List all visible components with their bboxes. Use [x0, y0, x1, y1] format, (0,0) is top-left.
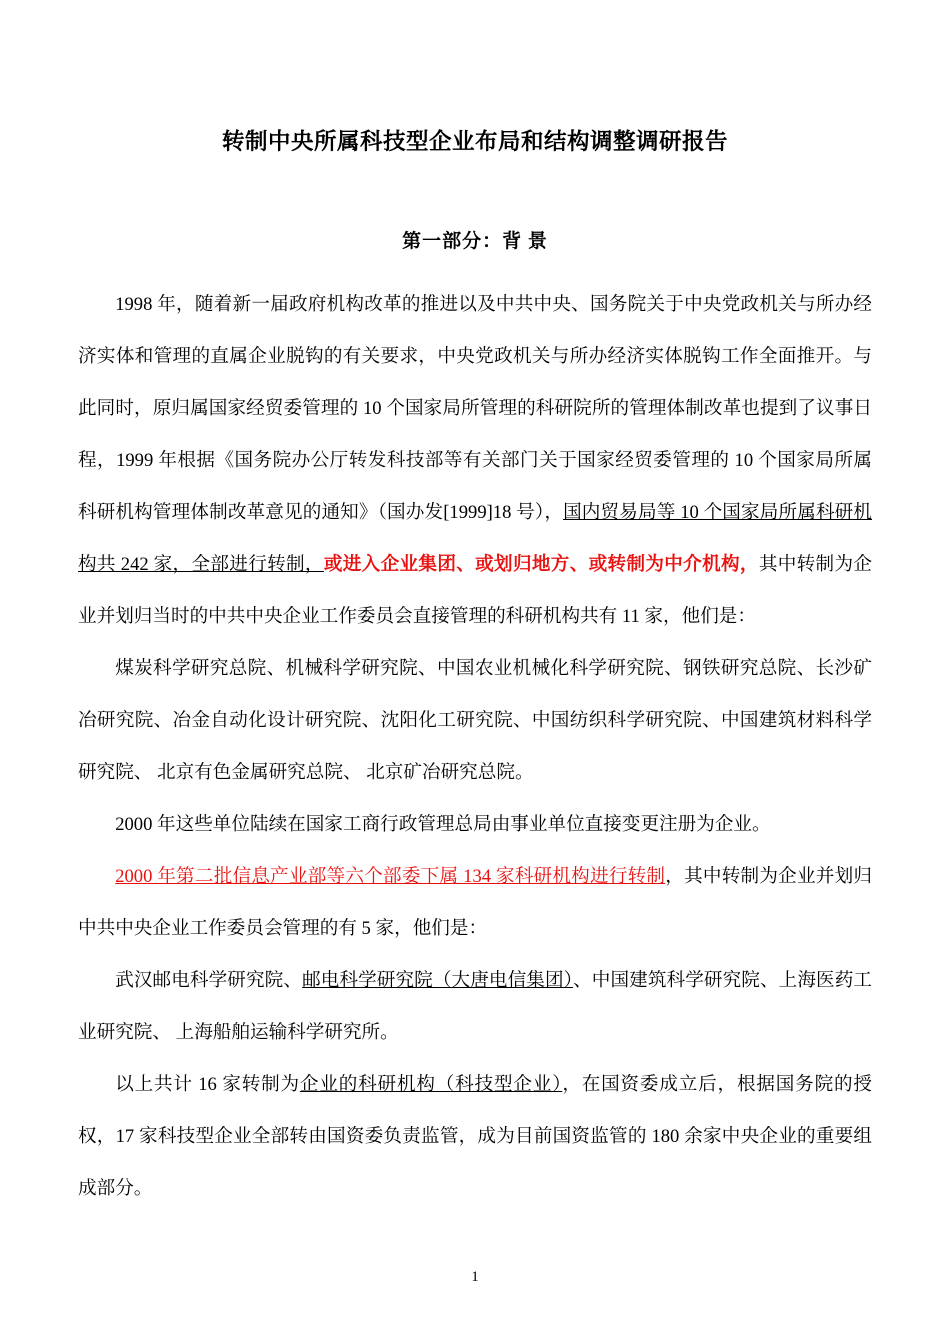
page-title: 转制中央所属科技型企业布局和结构调整调研报告	[221, 129, 728, 154]
paragraph-text-part: 1998 年，随着新一届政府机构改革的推进以及中共中央、国务院关于中央党政机关与所办经济实体和管理的直属企业脱钩的有关要求，中央党政机关与所办经济实体脱钩工作全面推开。与此同时，原归属国家经贸委管理的 10 个国家局所管理的科研院所的管理体制改革也提到了议事日程，1999 年根据《国务院办公厅转发科技部等有关部门关于国家经贸委管理的 10 个国家局所属科研机构管理体制改革意见的通知》（国办发[1999]18 号），	[78, 294, 872, 523]
paragraph-summary	[78, 1059, 872, 1215]
paragraph-registration-2000	[78, 799, 872, 851]
paragraph-second-batch	[78, 851, 872, 955]
paragraph-underline-part: 邮电科学研究院（大唐电信集团）	[302, 970, 574, 991]
paragraph-text-part: 以上共计 16 家转制为	[115, 1074, 300, 1095]
page-number: 1	[471, 1269, 479, 1285]
paragraph-text-part: 2000 年这些单位陆续在国家工商行政管理总局由事业单位直接变更注册为企业。	[115, 814, 771, 835]
paragraph-text-part: 、中国建筑科学研究院、上海医药工业研究院、 上海船舶运输科学研究所。	[78, 970, 872, 1043]
paragraph-background-intro	[78, 279, 872, 643]
document-body	[78, 279, 872, 1215]
paragraph-red-underline-part: 2000 年第二批信息产业部等六个部委下属 134 家科研机构进行转制	[115, 866, 666, 887]
paragraph-five-institutes	[78, 955, 872, 1059]
paragraph-institute-list	[78, 643, 872, 799]
paragraph-text-part: ，其中转制为企业并划归中共中央企业工作委员会管理的有 5 家，他们是：	[78, 866, 872, 939]
paragraph-underline-part: 国内贸易局等 10 个国家局所属科研机构共 242 家，全部进行转制，	[78, 502, 872, 575]
paragraph-text-part: 武汉邮电科学研究院、	[115, 970, 303, 991]
paragraph-text-part: 煤炭科学研究总院、机械科学研究院、中国农业机械化科学研究院、钢铁研究总院、长沙矿冶研究院、冶金自动化设计研究院、沈阳化工研究院、中国纺织科学研究院、中国建筑材料科学研究院、 北京有色金属研究总院、 北京矿冶研究总院。	[78, 658, 872, 783]
section-heading: 第一部分：背 景	[402, 231, 548, 252]
paragraph-text-part: 其中转制为企业并划归当时的中共中央企业工作委员会直接管理的科研机构共有 11 家，他们是：	[78, 554, 872, 627]
paragraph-red-emphasis-part: 或进入企业集团、或划归地方、或转制为中介机构，	[323, 554, 759, 575]
paragraph-underline-part: 企业的科研机构（科技型企业）	[299, 1074, 563, 1095]
paragraph-text-part: ，在国资委成立后，根据国务院的授权，17 家科技型企业全部转由国资委负责监管，成为目前国资监管的 180 余家中央企业的重要组成部分。	[78, 1074, 872, 1199]
